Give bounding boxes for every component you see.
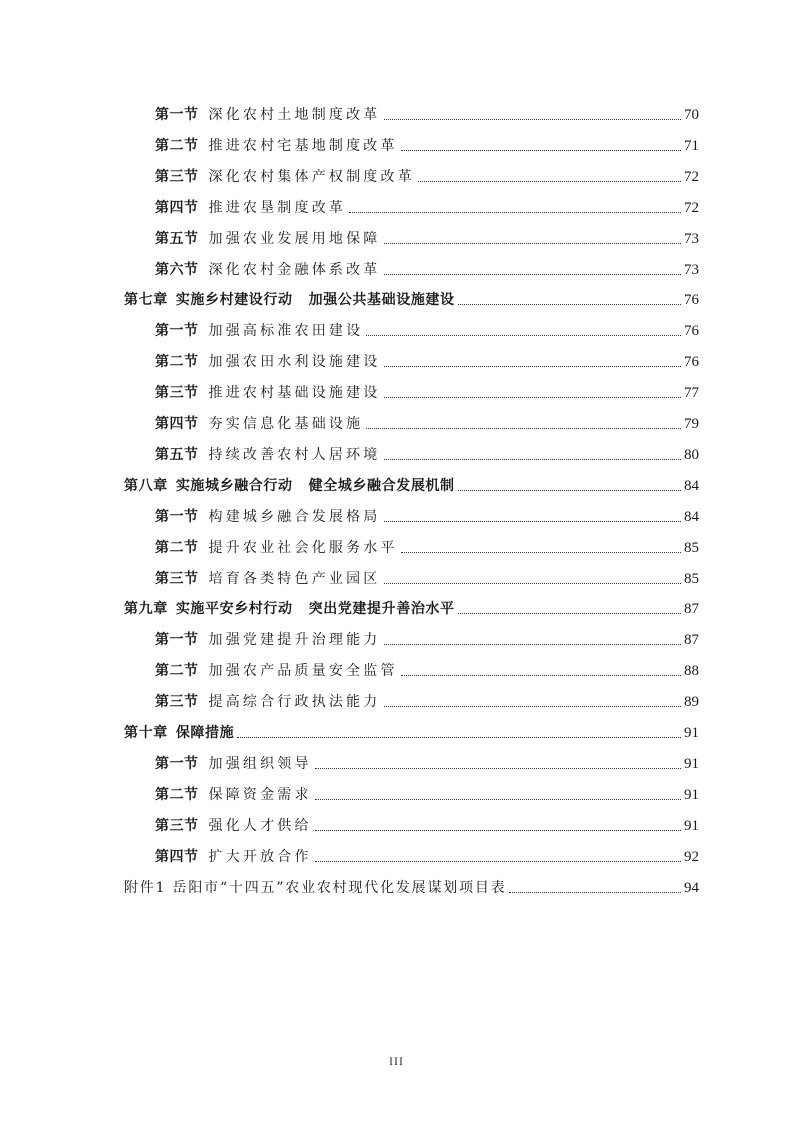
toc-entry-label: [155, 353, 381, 371]
toc-entry-label: [155, 261, 381, 279]
toc-entry-label: [124, 291, 455, 309]
chapter-number: 第十章: [124, 725, 168, 741]
chapter-title-part1: 实施平安乡村行动: [175, 601, 293, 618]
dot-leader: [509, 892, 681, 893]
section-number: 第二节: [155, 137, 199, 154]
toc-section-entry[interactable]: [155, 341, 699, 371]
section-number: 第二节: [155, 663, 199, 680]
toc-entry-label: [155, 817, 312, 835]
toc-page-number: 94: [684, 879, 699, 896]
dot-leader: [366, 335, 681, 336]
toc-appendix-entry[interactable]: [124, 867, 699, 897]
toc-section-entry[interactable]: [155, 743, 699, 773]
dot-leader: [384, 459, 682, 460]
toc-section-entry[interactable]: [155, 249, 699, 279]
toc-entry-label: [155, 848, 312, 866]
section-title: 深化农村集体产权制度改革: [208, 168, 415, 185]
section-title: 加强农产品质量安全监管: [208, 663, 398, 680]
dot-leader: [384, 583, 682, 584]
section-title: 保障资金需求: [208, 786, 312, 803]
dot-leader: [401, 552, 681, 553]
section-title: 加强农业发展用地保障: [208, 230, 381, 247]
toc-section-entry[interactable]: [155, 94, 699, 124]
section-number: 第四节: [155, 848, 199, 865]
dot-leader: [384, 366, 682, 367]
toc-entry-label: [155, 570, 381, 588]
section-title: 提升农业社会化服务水平: [208, 539, 398, 556]
toc-section-entry[interactable]: [155, 558, 699, 588]
toc-page-number: 73: [684, 261, 699, 278]
chapter-number: 第九章: [124, 601, 168, 618]
toc-page-number: 73: [684, 230, 699, 247]
section-number: 第二节: [155, 354, 199, 371]
section-title: 提高综合行政执法能力: [208, 694, 381, 711]
chapter-title-part1: 实施城乡融合行动: [175, 477, 293, 494]
toc-page-number: 91: [684, 755, 699, 772]
toc-page-number: 91: [684, 817, 699, 834]
section-number: 第三节: [155, 385, 199, 402]
toc-entry-label: [155, 786, 312, 804]
toc-section-entry[interactable]: [155, 805, 699, 835]
toc-entry-label: [124, 600, 455, 618]
toc-entry-label: [155, 415, 363, 433]
chapter-title-part2: 健全城乡融合发展机制: [308, 477, 455, 494]
toc-entry-label: [155, 384, 381, 402]
chapter-title-part1: 实施乡村建设行动: [175, 292, 293, 309]
toc-section-entry[interactable]: [155, 527, 699, 557]
section-number: 第一节: [155, 508, 199, 525]
toc-page-number: 85: [684, 539, 699, 556]
toc-section-entry[interactable]: [155, 125, 699, 155]
toc-section-entry[interactable]: [155, 372, 699, 402]
section-number: 第一节: [155, 323, 199, 340]
appendix-title: 附件1 岳阳市“十四五”农业农村现代化发展谋划项目表: [124, 879, 507, 896]
toc-chapter-entry[interactable]: [124, 712, 699, 742]
toc-page-number: 76: [684, 354, 699, 371]
section-number: 第六节: [155, 261, 199, 278]
toc-entry-label: [155, 693, 381, 711]
toc-entry-label: [155, 539, 398, 557]
toc-page-number: 91: [684, 786, 699, 803]
dot-leader: [384, 243, 682, 244]
toc-page-number: 87: [684, 632, 699, 649]
dot-leader: [384, 119, 682, 120]
dot-leader: [384, 274, 682, 275]
dot-leader: [315, 768, 681, 769]
dot-leader: [401, 675, 681, 676]
toc-page-number: 71: [684, 137, 699, 154]
section-title: 构建城乡融合发展格局: [208, 508, 381, 525]
dot-leader: [384, 397, 682, 398]
toc-section-entry[interactable]: [155, 156, 699, 186]
toc-section-entry[interactable]: [155, 403, 699, 433]
toc-entry-label: [124, 724, 234, 742]
section-number: 第二节: [155, 786, 199, 803]
toc-chapter-entry[interactable]: [124, 588, 699, 618]
dot-leader: [349, 212, 681, 213]
toc-page-number: 76: [684, 292, 699, 309]
section-title: 深化农村土地制度改革: [208, 107, 381, 123]
toc-section-entry[interactable]: [155, 774, 699, 804]
toc-page-number: 85: [684, 570, 699, 587]
dot-leader: [384, 706, 682, 707]
dot-leader: [315, 861, 681, 862]
section-number: 第二节: [155, 539, 199, 556]
section-number: 第三节: [155, 168, 199, 185]
section-number: 第四节: [155, 199, 199, 216]
toc-entry-label: [155, 322, 363, 340]
chapter-title-part2: 加强公共基础设施建设: [308, 292, 455, 309]
section-number: 第五节: [155, 230, 199, 247]
section-title: 加强高标准农田建设: [208, 323, 364, 340]
toc-entry-label: [155, 168, 415, 186]
toc-entry-label: [155, 662, 398, 680]
toc-entry-label: [155, 446, 381, 464]
section-title: 推进农村基础设施建设: [208, 385, 381, 402]
dot-leader: [418, 181, 681, 182]
section-number: 第四节: [155, 416, 199, 432]
toc-page-number: 84: [684, 477, 699, 494]
toc-page-number: 92: [684, 848, 699, 865]
toc-section-entry[interactable]: [155, 434, 699, 464]
dot-leader: [458, 613, 681, 614]
dot-leader: [315, 799, 681, 800]
toc-entry-label: [155, 137, 398, 155]
dot-leader: [401, 150, 681, 151]
toc-chapter-entry[interactable]: [124, 465, 699, 495]
toc-entry-label: [155, 631, 381, 649]
toc-page-number: 72: [684, 199, 699, 216]
section-title: 培育各类特色产业园区: [208, 570, 381, 587]
section-title: 夯实信息化基础设施: [208, 416, 364, 432]
chapter-number: 第八章: [124, 477, 168, 494]
page-footer-number: III: [389, 1054, 404, 1068]
toc-entry-label: [155, 508, 381, 526]
toc-entry-label: [155, 106, 381, 124]
toc-entry-label: [155, 199, 346, 217]
section-title: 加强党建提升治理能力: [208, 632, 381, 649]
section-number: 第一节: [155, 107, 199, 123]
dot-leader: [366, 428, 681, 429]
dot-leader: [384, 644, 682, 645]
chapter-number: 第七章: [124, 292, 168, 309]
toc-entry-label: [124, 879, 506, 897]
section-number: 第五节: [155, 446, 199, 463]
toc-page-number: 88: [684, 663, 699, 680]
toc-page-number: 89: [684, 694, 699, 711]
section-title: 扩大开放合作: [208, 848, 312, 865]
toc-page-number: 79: [684, 416, 699, 432]
toc-page-number: 91: [684, 725, 699, 741]
toc-section-entry[interactable]: [155, 836, 699, 866]
section-title: 推进农村宅基地制度改革: [208, 137, 398, 154]
section-number: 第三节: [155, 570, 199, 587]
toc-section-entry[interactable]: [155, 310, 699, 340]
section-title: 加强组织领导: [208, 755, 312, 772]
section-title: 深化农村金融体系改革: [208, 261, 381, 278]
section-title: 强化人才供给: [208, 817, 312, 834]
toc-page-number: 77: [684, 385, 699, 402]
section-title: 持续改善农村人居环境: [208, 446, 381, 463]
section-number: 第三节: [155, 694, 199, 711]
toc-page-number: 76: [684, 323, 699, 340]
toc-page-number: 70: [684, 107, 699, 123]
toc-page-number: 80: [684, 446, 699, 463]
toc-section-entry[interactable]: [155, 496, 699, 526]
dot-leader: [315, 830, 681, 831]
toc-section-entry[interactable]: [155, 187, 699, 217]
toc-entry-label: [155, 755, 312, 773]
dot-leader: [458, 304, 681, 305]
chapter-title-part1: 保障措施: [175, 725, 235, 741]
dot-leader: [458, 490, 681, 491]
toc-section-entry[interactable]: [155, 218, 699, 248]
section-number: 第一节: [155, 755, 199, 772]
toc-entry-label: [155, 230, 381, 248]
toc-page-number: 84: [684, 508, 699, 525]
toc-page-number: 87: [684, 601, 699, 618]
section-number: 第一节: [155, 632, 199, 649]
section-number: 第三节: [155, 817, 199, 834]
dot-leader: [237, 737, 681, 738]
toc-section-entry[interactable]: [155, 619, 699, 649]
chapter-title-part2: 突出党建提升善治水平: [308, 601, 455, 618]
toc-chapter-entry[interactable]: [124, 279, 699, 309]
toc-entry-label: [124, 477, 455, 495]
section-title: 推进农垦制度改革: [208, 199, 347, 216]
dot-leader: [384, 521, 682, 522]
toc-section-entry[interactable]: [155, 681, 699, 711]
section-title: 加强农田水利设施建设: [208, 354, 381, 371]
toc-section-entry[interactable]: [155, 650, 699, 680]
toc-page-number: 72: [684, 168, 699, 185]
